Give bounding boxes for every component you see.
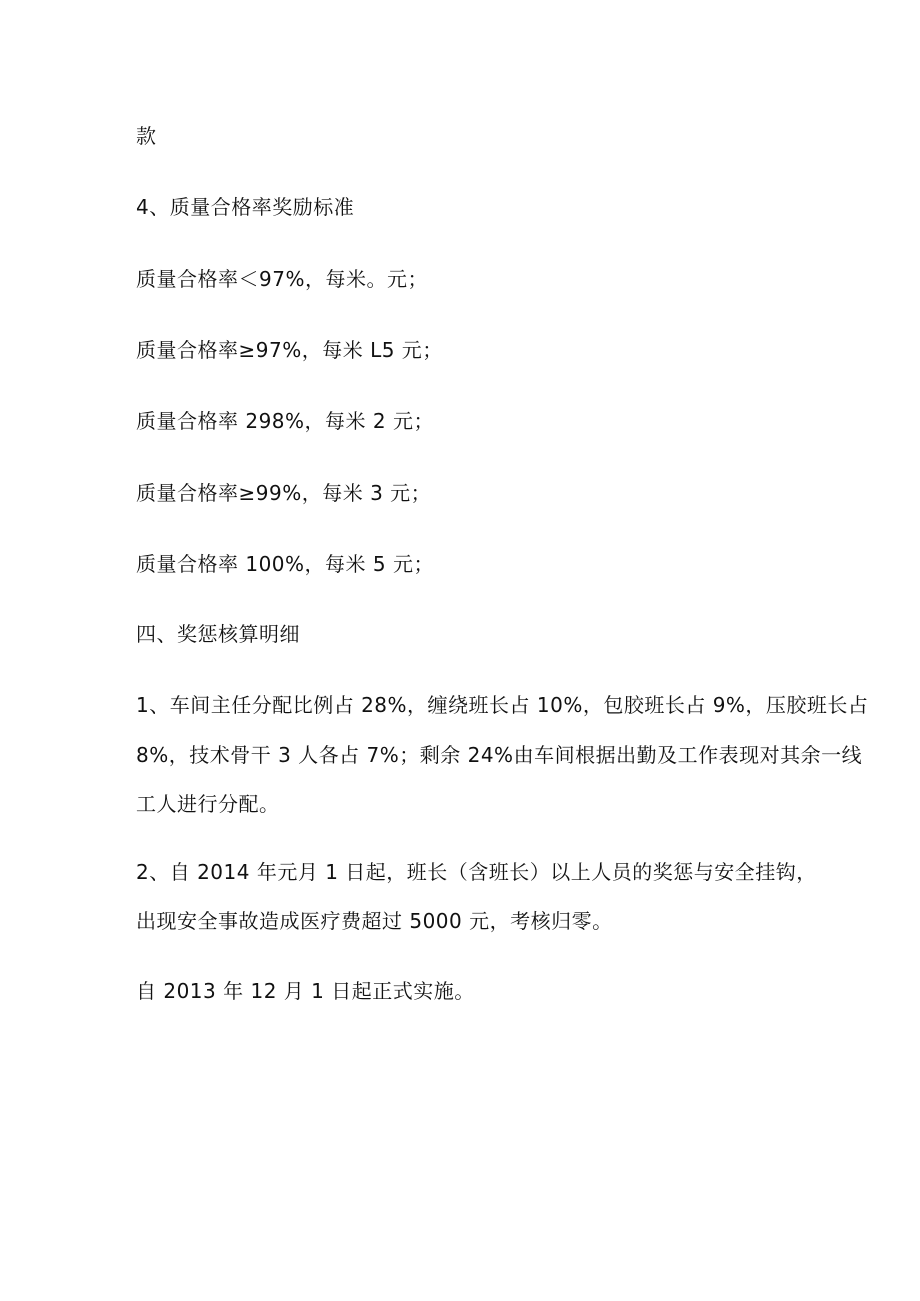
text-line: 质量合格率 298%，每米 2 元； (136, 409, 434, 433)
text-line: 款 (136, 124, 157, 148)
section-heading: 4、质量合格率奖励标准 (136, 195, 355, 219)
text-line: 质量合格率≥97%，每米 L5 元； (136, 338, 443, 362)
text-line: 1、车间主任分配比例占 28%，缠绕班长占 10%，包胶班长占 9%，压胶班长占 (136, 693, 869, 717)
text-line: 8%，技术骨干 3 人各占 7%；剩余 24%由车间根据出勤及工作表现对其余一线 (136, 743, 863, 767)
text-line: 2、自 2014 年元月 1 日起，班长（含班长）以上人员的奖惩与安全挂钩， (136, 860, 817, 884)
text-line: 出现安全事故造成医疗费超过 5000 元，考核归零。 (136, 909, 613, 933)
text-line: 质量合格率≥99%，每米 3 元； (136, 481, 432, 505)
text-line: 自 2013 年 12 月 1 日起正式实施。 (136, 979, 475, 1003)
text-line: 质量合格率＜97%，每米。元； (136, 267, 428, 291)
text-line: 质量合格率 100%，每米 5 元； (136, 552, 434, 576)
text-line: 工人进行分配。 (136, 792, 280, 816)
section-heading: 四、奖惩核算明细 (136, 622, 300, 646)
